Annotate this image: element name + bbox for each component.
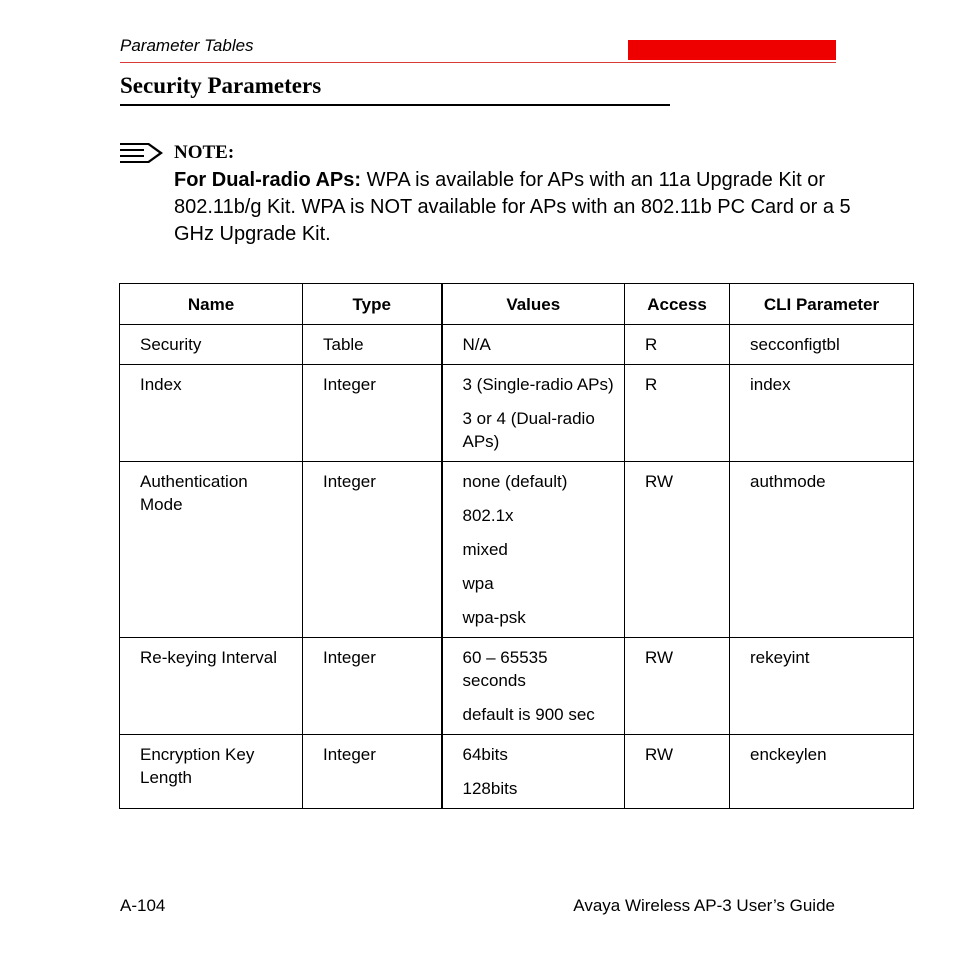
cell-values xyxy=(442,638,625,735)
value-item: 3 (Single-radio APs) xyxy=(462,375,614,394)
value-item: none (default) xyxy=(462,472,568,491)
header-rule xyxy=(120,62,836,63)
table-header-row xyxy=(120,284,914,325)
page-number: A-104 xyxy=(120,896,166,915)
cell-cli-parameter: secconfigtbl xyxy=(730,325,914,365)
cell-values xyxy=(442,325,625,365)
header-values: Values xyxy=(442,284,625,325)
cell-type: Integer xyxy=(303,638,442,735)
value-item: wpa-psk xyxy=(462,608,526,627)
table-row xyxy=(120,462,914,638)
cell-access: R xyxy=(625,365,730,462)
cell-type: Integer xyxy=(303,735,442,809)
cell-access: RW xyxy=(625,735,730,809)
value-item: N/A xyxy=(462,335,491,354)
cell-cli-parameter: rekeyint xyxy=(730,638,914,735)
value-item: wpa xyxy=(462,574,494,593)
running-head-title: Parameter Tables xyxy=(120,36,254,55)
cell-name: Index xyxy=(120,365,303,462)
value-item: default is 900 sec xyxy=(462,705,595,724)
cell-values xyxy=(442,365,625,462)
guide-title: Avaya Wireless AP-3 User’s Guide xyxy=(573,896,835,915)
cell-values xyxy=(442,462,625,638)
table-row xyxy=(120,365,914,462)
note-lead: For Dual-radio APs: xyxy=(174,169,362,191)
header-accent-bar xyxy=(628,40,836,60)
note-body xyxy=(174,167,854,248)
header-cli-parameter: CLI Parameter xyxy=(730,284,914,325)
value-item: mixed xyxy=(462,540,508,559)
section-title: Security Parameters xyxy=(120,73,322,98)
cell-name: Encryption Key Length xyxy=(120,735,303,809)
value-item: 64bits xyxy=(462,745,508,764)
cell-cli-parameter: enckeylen xyxy=(730,735,914,809)
value-item: 128bits xyxy=(462,779,518,798)
header-type: Type xyxy=(303,284,442,325)
table-row xyxy=(120,325,914,365)
value-item: 802.1x xyxy=(462,506,514,525)
security-parameters-table xyxy=(119,283,914,809)
note-text: WPA is available for APs with an 11a Upgrade Kit or 802.11b/g Kit. WPA is NOT available for APs with an 802.11b PC Card or a 5 GHz Upgrade Kit. xyxy=(174,169,851,245)
cell-type: Integer xyxy=(303,462,442,638)
note-label: NOTE: xyxy=(174,142,235,163)
cell-name: Security xyxy=(120,325,303,365)
cell-name: Authentication Mode xyxy=(120,462,303,638)
cell-access: R xyxy=(625,325,730,365)
header-name: Name xyxy=(120,284,303,325)
note-arrow-icon xyxy=(119,141,165,165)
cell-access: RW xyxy=(625,638,730,735)
cell-values xyxy=(442,735,625,809)
header-access: Access xyxy=(625,284,730,325)
cell-type: Integer xyxy=(303,365,442,462)
value-item: 3 or 4 (Dual-radio APs) xyxy=(462,409,595,451)
cell-cli-parameter: authmode xyxy=(730,462,914,638)
cell-name: Re-keying Interval xyxy=(120,638,303,735)
cell-cli-parameter: index xyxy=(730,365,914,462)
table-body xyxy=(120,325,914,809)
cell-access: RW xyxy=(625,462,730,638)
cell-type: Table xyxy=(303,325,442,365)
section-title-rule xyxy=(120,104,670,106)
value-item: 60 – 65535 seconds xyxy=(462,648,548,690)
table-row xyxy=(120,735,914,809)
table-row xyxy=(120,638,914,735)
